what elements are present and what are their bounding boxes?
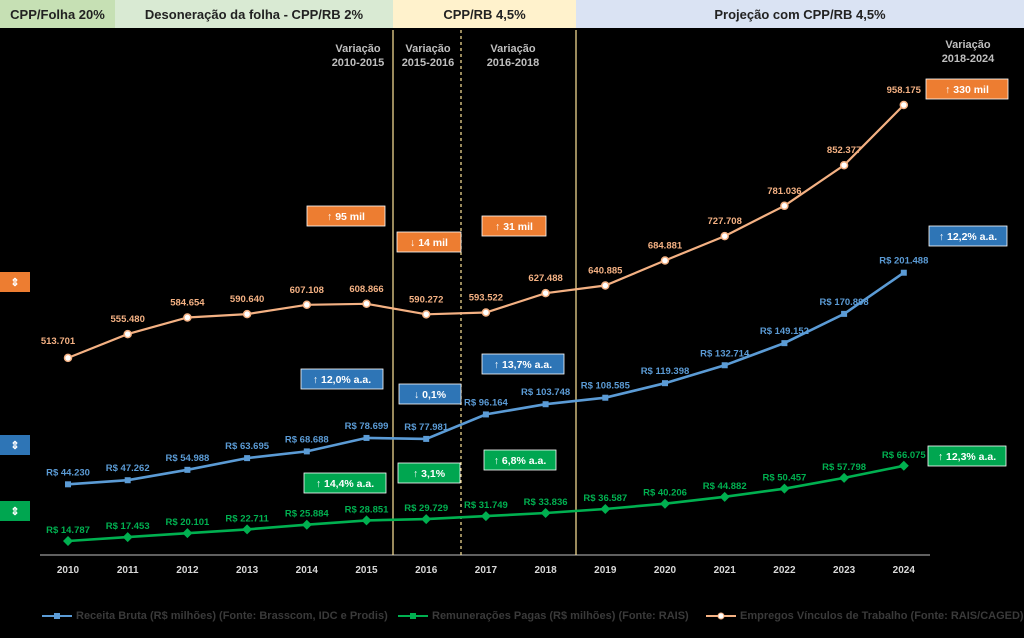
series-point	[660, 499, 670, 509]
band-label: CPP/RB 4,5%	[443, 6, 526, 22]
series-point	[304, 448, 310, 454]
series-point	[363, 300, 370, 307]
data-label: R$ 14.787	[46, 524, 90, 536]
data-label: 684.881	[647, 240, 683, 252]
data-label: 958.175	[886, 85, 921, 97]
series-point	[541, 508, 551, 518]
data-label: R$ 36.587	[583, 493, 628, 505]
chart-legend	[0, 604, 1024, 634]
series-point	[839, 473, 849, 483]
series-point	[421, 514, 431, 524]
x-tick-label: 2016	[415, 565, 438, 576]
data-label: R$ 29.729	[404, 503, 449, 515]
data-label: R$ 31.749	[463, 500, 508, 512]
band-label: Projeção com CPP/RB 4,5%	[714, 6, 886, 22]
series-point	[779, 484, 789, 494]
data-label: R$ 54.988	[165, 452, 210, 464]
data-label: 640.885	[588, 265, 623, 277]
data-label: R$ 66.075	[881, 449, 926, 461]
x-tick-label: 2015	[355, 565, 378, 576]
x-tick-label: 2018	[534, 565, 557, 576]
data-label: R$ 132.714	[700, 348, 750, 360]
series-point	[600, 504, 610, 514]
x-tick-label: 2023	[832, 565, 856, 576]
x-tick-label: 2024	[892, 565, 915, 576]
x-tick-label: 2019	[594, 565, 617, 576]
series-point	[364, 435, 370, 441]
legend-item	[42, 610, 388, 622]
series-point	[423, 436, 429, 442]
left-marker-glyph: ⇕	[10, 440, 20, 452]
data-label: 852.377	[826, 145, 862, 157]
left-marker-glyph: ⇕	[10, 506, 20, 518]
data-label: R$ 40.206	[643, 487, 687, 499]
data-label: R$ 201.488	[879, 255, 929, 267]
period-title: Variação 2018-2024	[941, 39, 995, 65]
series-point	[720, 492, 730, 502]
annotation-text: ↑ 95 mil	[327, 211, 365, 223]
series-point	[721, 233, 728, 240]
period-title: Variação 2015-2016	[401, 43, 455, 69]
data-label: R$ 149.152	[759, 326, 809, 338]
data-label: R$ 44.230	[46, 467, 90, 479]
series-point	[900, 102, 907, 109]
data-label: R$ 22.711	[225, 513, 269, 525]
annotation-text: ↑ 3,1%	[412, 468, 446, 480]
series-point	[543, 401, 549, 407]
data-label: R$ 68.688	[284, 434, 329, 446]
legend-swatch	[398, 611, 428, 621]
x-tick-label: 2010	[56, 565, 80, 576]
x-tick-label: 2014	[295, 565, 318, 576]
annotation-text: ↑ 12,3% a.a.	[937, 451, 997, 463]
x-tick-label: 2013	[235, 565, 259, 576]
annotation-text: ↓ 14 mil	[410, 237, 448, 249]
data-label: 608.866	[349, 283, 384, 295]
data-label: 727.708	[707, 216, 742, 228]
annotation-text: ↑ 330 mil	[945, 84, 989, 96]
legend-label: Remunerações Pagas (R$ milhões) (Fonte: RAIS)	[432, 610, 689, 622]
legend-label: Receita Bruta (R$ milhões) (Fonte: Brasscom, IDC e Prodis)	[76, 610, 388, 622]
data-label: 593.522	[468, 292, 504, 304]
series-point	[123, 532, 133, 542]
annotation-text: ↑ 12,2% a.a.	[938, 231, 998, 243]
series-point	[242, 524, 252, 534]
annotation-text: ↑ 14,4% a.a.	[315, 478, 375, 490]
period-title: Variação 2016-2018	[486, 43, 540, 69]
legend-swatch	[42, 611, 72, 621]
series-point	[303, 301, 310, 308]
series-point	[184, 467, 190, 473]
x-tick-label: 2017	[474, 565, 498, 576]
series-point	[901, 270, 907, 276]
series-point	[302, 520, 312, 530]
series-point	[602, 282, 609, 289]
legend-label: Empregos Vínculos de Trabalho (Fonte: RAIS/CAGED)	[740, 610, 1024, 622]
data-label: R$ 50.457	[762, 472, 807, 484]
series-point	[483, 411, 489, 417]
series-point	[244, 455, 250, 461]
series-point	[182, 528, 192, 538]
data-label: 781.036	[767, 185, 802, 197]
series-point	[662, 380, 668, 386]
data-label: R$ 170.898	[819, 296, 869, 308]
series-point	[899, 461, 909, 471]
annotation-text: ↑ 31 mil	[495, 221, 533, 233]
data-label: R$ 28.851	[344, 504, 389, 516]
x-tick-label: 2020	[653, 565, 677, 576]
data-label: 513.701	[40, 335, 76, 347]
series-point	[542, 290, 549, 297]
series-point	[362, 515, 372, 525]
series-point	[481, 511, 491, 521]
band-label: CPP/Folha 20%	[10, 6, 105, 22]
data-label: R$ 25.884	[284, 508, 329, 520]
data-label: R$ 119.398	[640, 366, 690, 378]
data-label: 590.272	[409, 294, 444, 306]
data-label: R$ 17.453	[105, 521, 150, 533]
x-tick-label: 2012	[176, 565, 199, 576]
series-point	[662, 257, 669, 264]
series-point	[63, 536, 73, 546]
data-label: 584.654	[170, 297, 205, 309]
data-label: R$ 96.164	[463, 397, 508, 409]
band-label: Desoneração da folha - CPP/RB 2%	[144, 6, 364, 22]
annotation-text: ↓ 0,1%	[413, 389, 447, 401]
x-tick-label: 2022	[773, 565, 796, 576]
series-point	[722, 362, 728, 368]
annotation-text: ↑ 6,8% a.a.	[493, 455, 547, 467]
annotation-text: ↑ 13,7% a.a.	[493, 359, 553, 371]
legend-item	[706, 610, 1024, 622]
series-point	[841, 311, 847, 317]
data-label: 607.108	[289, 284, 324, 296]
data-label: R$ 63.695	[225, 441, 270, 453]
series-point	[65, 354, 72, 361]
data-label: R$ 47.262	[105, 463, 150, 475]
legend-item	[398, 610, 689, 622]
data-label: R$ 44.882	[702, 480, 747, 492]
data-label: R$ 108.585	[580, 380, 630, 392]
series-point	[781, 340, 787, 346]
left-marker-glyph: ⇕	[10, 277, 20, 289]
series-point	[125, 477, 131, 483]
data-label: 590.640	[229, 294, 265, 306]
series-point	[482, 309, 489, 316]
x-tick-label: 2011	[116, 565, 139, 576]
data-label: R$ 77.981	[404, 421, 449, 433]
series-point	[781, 202, 788, 209]
data-label: 627.488	[528, 273, 563, 285]
data-label: R$ 33.836	[523, 497, 568, 509]
period-title: Variação 2010-2015	[331, 43, 385, 69]
series-point	[423, 311, 430, 318]
series-point	[602, 395, 608, 401]
data-label: R$ 57.798	[822, 461, 867, 473]
series-point	[244, 311, 251, 318]
series-point	[841, 162, 848, 169]
data-label: R$ 103.748	[521, 387, 571, 399]
series-point	[65, 481, 71, 487]
series-point	[184, 314, 191, 321]
legend-swatch	[706, 611, 736, 621]
data-label: R$ 78.699	[344, 420, 389, 432]
series-point	[124, 331, 131, 338]
x-tick-label: 2021	[713, 565, 736, 576]
annotation-text: ↑ 12,0% a.a.	[312, 374, 372, 386]
data-label: R$ 20.101	[165, 517, 210, 529]
data-label: 555.480	[110, 314, 145, 326]
